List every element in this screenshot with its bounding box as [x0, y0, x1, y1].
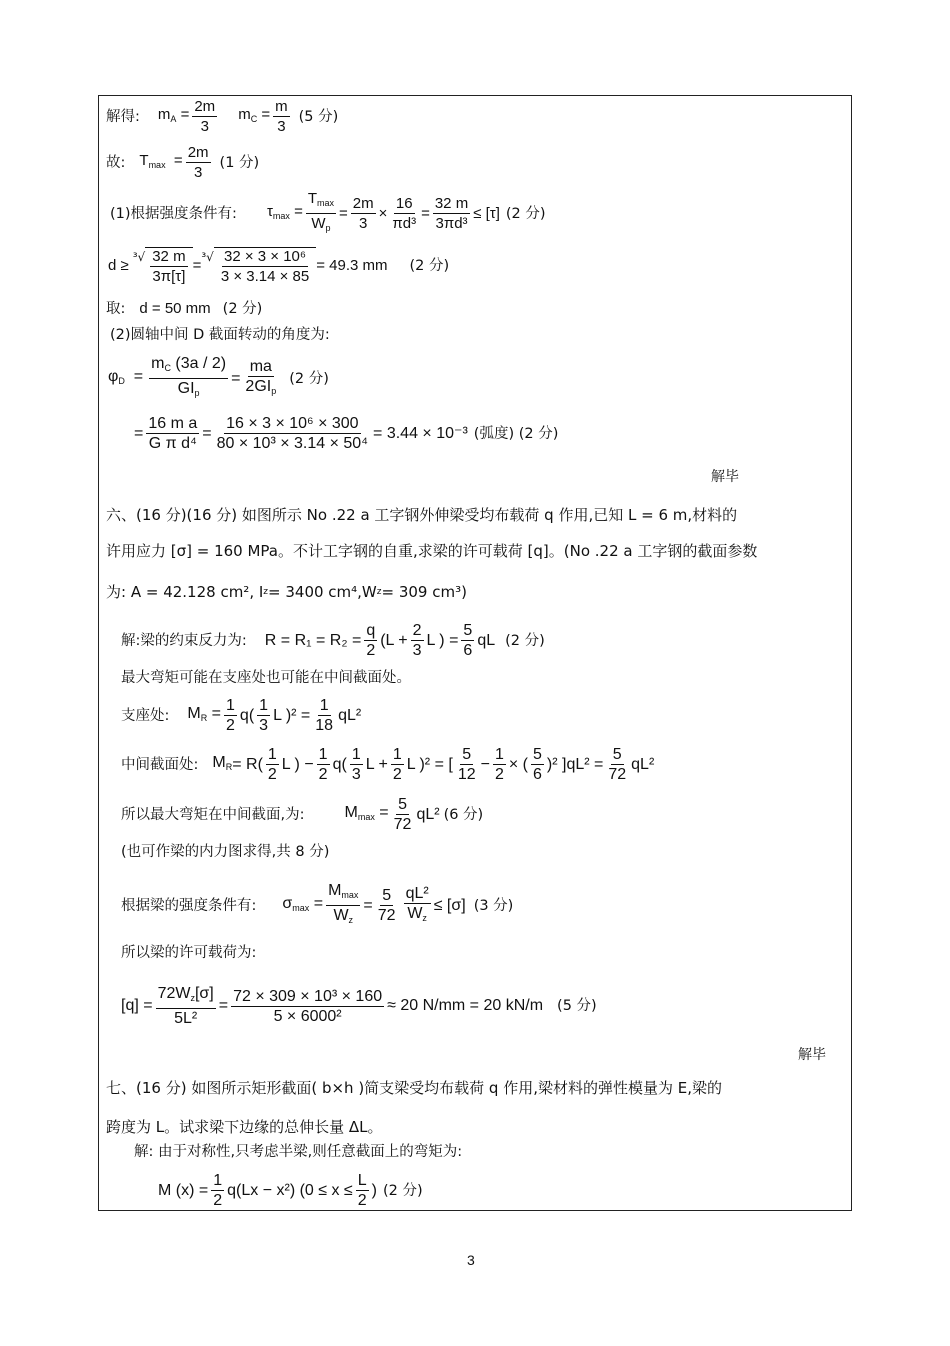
M-R: [187, 704, 221, 728]
text: 许用应力 [σ] = 160 MPa。不计工字钢的自重,求梁的许可载荷 [q]。(No .22 a 工字钢的截面参数: [106, 542, 758, 560]
sub: z: [422, 912, 427, 923]
den: 2: [213, 1192, 223, 1209]
M-R: [212, 753, 232, 777]
fraction: [326, 882, 360, 929]
den: 3: [359, 215, 368, 232]
num: 1: [318, 746, 328, 763]
fraction: [219, 248, 311, 285]
radicand: [214, 247, 316, 285]
end-mark-2: 解毕: [798, 1047, 826, 1063]
den: 2: [267, 766, 277, 783]
sub: z: [348, 915, 354, 925]
num: 2m: [352, 195, 374, 212]
num: 1: [319, 697, 329, 714]
num: 1: [494, 746, 504, 763]
eq: =: [218, 997, 229, 1014]
sub: max: [317, 198, 335, 208]
fraction: [215, 415, 370, 452]
eq: =: [339, 204, 348, 222]
text: 取:: [106, 301, 126, 317]
text: 支座处:: [121, 707, 170, 724]
den: 3: [193, 164, 203, 181]
question-7-line-2: [106, 1117, 383, 1137]
den: 2: [318, 766, 328, 783]
fraction: [224, 697, 237, 734]
eq: =: [379, 803, 389, 821]
term: L )² = [: [406, 755, 453, 773]
fraction: [356, 1172, 369, 1209]
sym: W: [311, 215, 326, 232]
solution-6-line-2: [121, 668, 411, 688]
fraction: [149, 355, 228, 402]
den: 5 × 6000²: [273, 1007, 342, 1025]
term: qL²: [631, 755, 655, 773]
fraction: [456, 746, 478, 783]
fraction: [150, 248, 187, 285]
solution-6-line-6: [121, 842, 329, 862]
den: 72: [608, 766, 627, 783]
fraction: [461, 622, 474, 659]
fraction: [146, 415, 199, 452]
result: ≈ 20 N/mm = 20 kN/m: [387, 997, 544, 1014]
term: qL: [477, 631, 496, 649]
eq: =: [173, 151, 183, 169]
eq: =: [180, 105, 190, 123]
eq: =: [202, 424, 212, 442]
num: ma: [249, 357, 272, 375]
term: ): [371, 1181, 377, 1199]
text: = 3400 cm⁴,W: [268, 583, 377, 601]
sub: R: [200, 712, 208, 723]
times: ×: [378, 204, 388, 222]
num: 32 × 3 × 10⁶: [223, 248, 307, 265]
sub: max: [148, 159, 166, 170]
eq: =: [294, 202, 303, 220]
den: 72: [393, 816, 412, 833]
den: 3π[τ]: [152, 268, 186, 285]
score: (2 分): [222, 301, 263, 317]
text: 所以梁的许可载荷为:: [121, 945, 257, 961]
num: 16 × 3 × 10⁶ × 300: [226, 415, 359, 432]
sym: M: [328, 882, 342, 899]
sym: σ: [282, 894, 293, 912]
den: 3πd³: [435, 215, 468, 232]
sub: D: [118, 375, 125, 386]
M-max: [345, 803, 389, 827]
fraction: [433, 195, 470, 232]
fraction: [350, 746, 363, 783]
num: 5: [462, 746, 472, 763]
num: 32 m: [434, 195, 469, 212]
den: 3: [277, 118, 286, 135]
num: 1: [226, 697, 235, 714]
term: q(: [332, 755, 347, 773]
score: (1 分): [219, 154, 260, 171]
solution-line-5: [106, 299, 262, 319]
den: 18: [315, 717, 334, 734]
fraction: [376, 887, 398, 924]
score: (弧度) (2 分): [473, 425, 559, 442]
text: (1)根据强度条件有:: [110, 205, 237, 222]
num: 16: [395, 195, 413, 212]
solution-6-line-1: [121, 622, 545, 659]
sym: W: [407, 904, 423, 922]
sub: max: [357, 811, 375, 822]
sigma-max: [282, 894, 323, 918]
sub: max: [272, 210, 290, 221]
den: 5L²: [174, 1010, 198, 1027]
sub: p: [271, 385, 277, 396]
solution-line-7: [108, 355, 329, 402]
text: 最大弯矩可能在支座处也可能在中间截面处。: [121, 670, 411, 686]
sub: C: [250, 113, 258, 124]
solution-7-line-2: [158, 1172, 423, 1209]
solution-line-1: [106, 98, 338, 135]
term: qL²: [416, 805, 440, 823]
den: [176, 379, 202, 402]
fraction: [156, 985, 216, 1027]
score: (3 分): [473, 897, 514, 914]
result: = 49.3 mm: [316, 257, 388, 274]
solution-line-4: [108, 247, 449, 285]
term: × (: [508, 755, 528, 773]
num: 5: [463, 622, 473, 639]
term: L ) −: [281, 755, 314, 773]
lhs: R = R₁ = R₂ =: [264, 631, 362, 649]
value: d = 50 mm: [139, 300, 211, 317]
sub: p: [325, 223, 331, 233]
text: 解: 由于对称性,只考虑半梁,则任意截面上的弯矩为:: [134, 1144, 463, 1160]
num: 16 m a: [148, 415, 198, 432]
inequality: ≤ [σ]: [433, 896, 466, 914]
den: 6: [532, 766, 542, 783]
den: πd³: [392, 215, 417, 232]
num: 5: [398, 796, 407, 813]
cube-root-1: [133, 247, 193, 285]
den: 6: [463, 642, 473, 659]
question-7-line-1: [106, 1078, 722, 1098]
sub: A: [170, 113, 177, 124]
num: 5: [612, 746, 622, 763]
den: 3 × 3.14 × 85: [220, 268, 310, 285]
den: 3: [259, 717, 269, 734]
num: m: [275, 98, 288, 115]
sym: φ: [108, 367, 119, 385]
fraction: [390, 195, 418, 232]
text: 解:梁的约束反力为:: [121, 632, 247, 649]
term: q(Lx − x²) (0 ≤ x ≤: [227, 1181, 353, 1199]
fraction: [391, 746, 404, 783]
text: 六、(16 分)(16 分) 如图所示 No .22 a 工字钢外伸梁受均布载荷 q 作用,已知 L = 6 m,材料的: [106, 506, 738, 524]
eq: =: [421, 204, 430, 222]
fraction: [351, 195, 376, 232]
question-6-line-1: [106, 505, 737, 525]
solution-7-line-1: [134, 1142, 462, 1162]
fraction: [186, 144, 211, 181]
den: 72: [377, 907, 396, 924]
den: [405, 904, 429, 927]
solution-6-line-7: [121, 882, 513, 929]
sym: T: [307, 190, 317, 207]
score: (5 分): [557, 998, 597, 1014]
num: 1: [259, 697, 269, 714]
text: 中间截面处:: [121, 756, 199, 773]
sub: max: [341, 890, 359, 900]
fraction: [404, 885, 431, 927]
text: 七、(16 分) 如图所示矩形截面( b×h )简支梁受均布载荷 q 作用,梁材料的弹性模量为 E,梁的: [106, 1079, 723, 1097]
text: 所以最大弯矩在中间截面,为:: [121, 806, 305, 823]
sub: R: [225, 761, 233, 772]
num: 1: [392, 746, 402, 763]
term: L +: [365, 755, 388, 773]
score: (2 分): [289, 370, 329, 387]
lhs: d ≥: [108, 257, 129, 274]
sym: m: [157, 105, 171, 123]
sym: W: [333, 907, 349, 924]
rad-sign: ³√: [132, 250, 146, 264]
sym: m: [151, 355, 165, 372]
text: (也可作梁的内力图求得,共 8 分): [121, 844, 330, 860]
term: q(: [239, 706, 255, 724]
fraction: [364, 622, 377, 659]
sym: M: [212, 753, 226, 771]
solution-6-line-3: [121, 697, 361, 734]
sym: m: [238, 105, 251, 123]
sym: M: [187, 704, 201, 722]
score: (5 分): [298, 108, 339, 125]
num: [156, 985, 216, 1009]
term: L ) =: [426, 631, 459, 649]
score: (2 分): [382, 1182, 423, 1199]
sub: max: [292, 902, 310, 913]
num: qL²: [405, 884, 429, 902]
fraction: [392, 796, 414, 833]
term: = R(: [232, 755, 263, 773]
num: [326, 882, 360, 906]
den: 3: [412, 642, 422, 659]
fraction: [313, 697, 335, 734]
fraction: [493, 746, 506, 783]
formula-mA: [158, 105, 189, 129]
text: 解得:: [106, 108, 140, 125]
den: 12: [457, 766, 476, 783]
tau-max: [267, 202, 303, 226]
num: [306, 190, 336, 214]
sym: 72W: [157, 985, 191, 1002]
den: [309, 214, 332, 237]
num: q: [366, 622, 376, 639]
eq: =: [134, 424, 144, 442]
sub: p: [194, 388, 200, 398]
sub: C: [164, 363, 171, 373]
eq: =: [231, 369, 241, 387]
num: 32 m: [152, 248, 186, 265]
eq: =: [313, 894, 324, 912]
inequality: ≤ [τ]: [473, 204, 500, 222]
rest: [σ]: [194, 985, 214, 1002]
num: 1: [267, 746, 277, 763]
score: (2 分): [505, 205, 546, 222]
den: 2: [357, 1192, 367, 1209]
solution-6-line-9: [121, 985, 597, 1027]
term: L )² =: [273, 706, 311, 724]
term: (L +: [380, 631, 408, 649]
result: = 3.44 × 10⁻³: [373, 424, 468, 442]
den: 2: [226, 717, 235, 734]
score: (2 分): [409, 258, 450, 274]
lhs: M (x) =: [158, 1181, 209, 1199]
lhs: [q] =: [121, 997, 153, 1014]
phi-D: [108, 367, 143, 391]
solution-6-line-4: [121, 746, 654, 783]
den: 2: [392, 766, 402, 783]
text: 根据梁的强度条件有:: [121, 897, 257, 914]
sub: z: [190, 993, 195, 1003]
fraction: [317, 746, 330, 783]
eq: =: [133, 367, 144, 385]
text: = 309 cm³): [381, 583, 467, 601]
text: 故:: [106, 154, 126, 171]
num: 72 × 309 × 10³ × 160: [233, 987, 383, 1005]
score: (2 分): [505, 632, 545, 649]
term: qL²: [338, 706, 362, 724]
text: (2)圆轴中间 D 截面转动的角度为:: [110, 327, 330, 343]
question-6-line-2: [106, 541, 757, 561]
solution-6-line-8: [121, 943, 256, 963]
den: 80 × 10³ × 3.14 × 50⁴: [216, 435, 369, 452]
sub: z: [376, 587, 382, 597]
score: (6 分): [443, 806, 484, 823]
fraction: [192, 98, 217, 135]
end-mark-1: 解毕: [711, 469, 739, 485]
solution-line-3: [110, 190, 546, 237]
fraction: [606, 746, 628, 783]
solution-line-8: [134, 415, 558, 452]
text: 为: A = 42.128 cm², I: [106, 583, 264, 601]
num: 2m: [194, 98, 216, 115]
num: 1: [213, 1172, 223, 1189]
den: G π d⁴: [148, 435, 197, 452]
fraction: [211, 1172, 224, 1209]
eq: =: [211, 704, 222, 722]
den: 2: [366, 642, 376, 659]
num: 2: [412, 622, 422, 639]
term: )² ]qL² =: [546, 755, 604, 773]
fraction: [411, 622, 424, 659]
den: [331, 906, 355, 929]
den: [243, 377, 278, 400]
text: 跨度为 L。试求梁下边缘的总伸长量 ΔL。: [106, 1118, 383, 1136]
term: −: [480, 755, 490, 773]
eq: =: [363, 896, 373, 914]
num: 5: [382, 887, 392, 904]
formula-mC: [238, 105, 270, 129]
fraction: [306, 190, 336, 237]
num: 5: [532, 746, 542, 763]
page-number: 3: [467, 1252, 475, 1268]
sym: M: [344, 803, 358, 821]
rad-sign: ³√: [201, 250, 214, 264]
den: 3: [351, 766, 361, 783]
formula-Tmax: [139, 151, 182, 175]
eq: =: [261, 105, 271, 123]
fraction: [243, 358, 278, 400]
radicand: [145, 247, 192, 285]
num: L: [357, 1172, 367, 1189]
den: 3: [200, 118, 209, 135]
fraction: [273, 98, 290, 135]
solution-line-6: [110, 325, 330, 345]
sym: 2GI: [245, 377, 272, 395]
sym: τ: [266, 202, 273, 220]
num: 1: [351, 746, 361, 763]
num: [149, 355, 228, 379]
fraction: [266, 746, 279, 783]
num: 2m: [187, 144, 209, 161]
fraction: [231, 988, 384, 1025]
fraction: [531, 746, 544, 783]
sym: GI: [177, 380, 195, 397]
eq: =: [192, 257, 202, 274]
question-6-line-3: [106, 582, 467, 602]
solution-6-line-5: [121, 796, 483, 833]
sym: T: [139, 151, 149, 169]
fraction: [257, 697, 270, 734]
sub: z: [263, 587, 269, 597]
den: 2: [494, 766, 504, 783]
rest: (3a / 2): [175, 355, 227, 372]
solution-line-2: [106, 144, 259, 181]
cube-root-2: [201, 247, 316, 285]
